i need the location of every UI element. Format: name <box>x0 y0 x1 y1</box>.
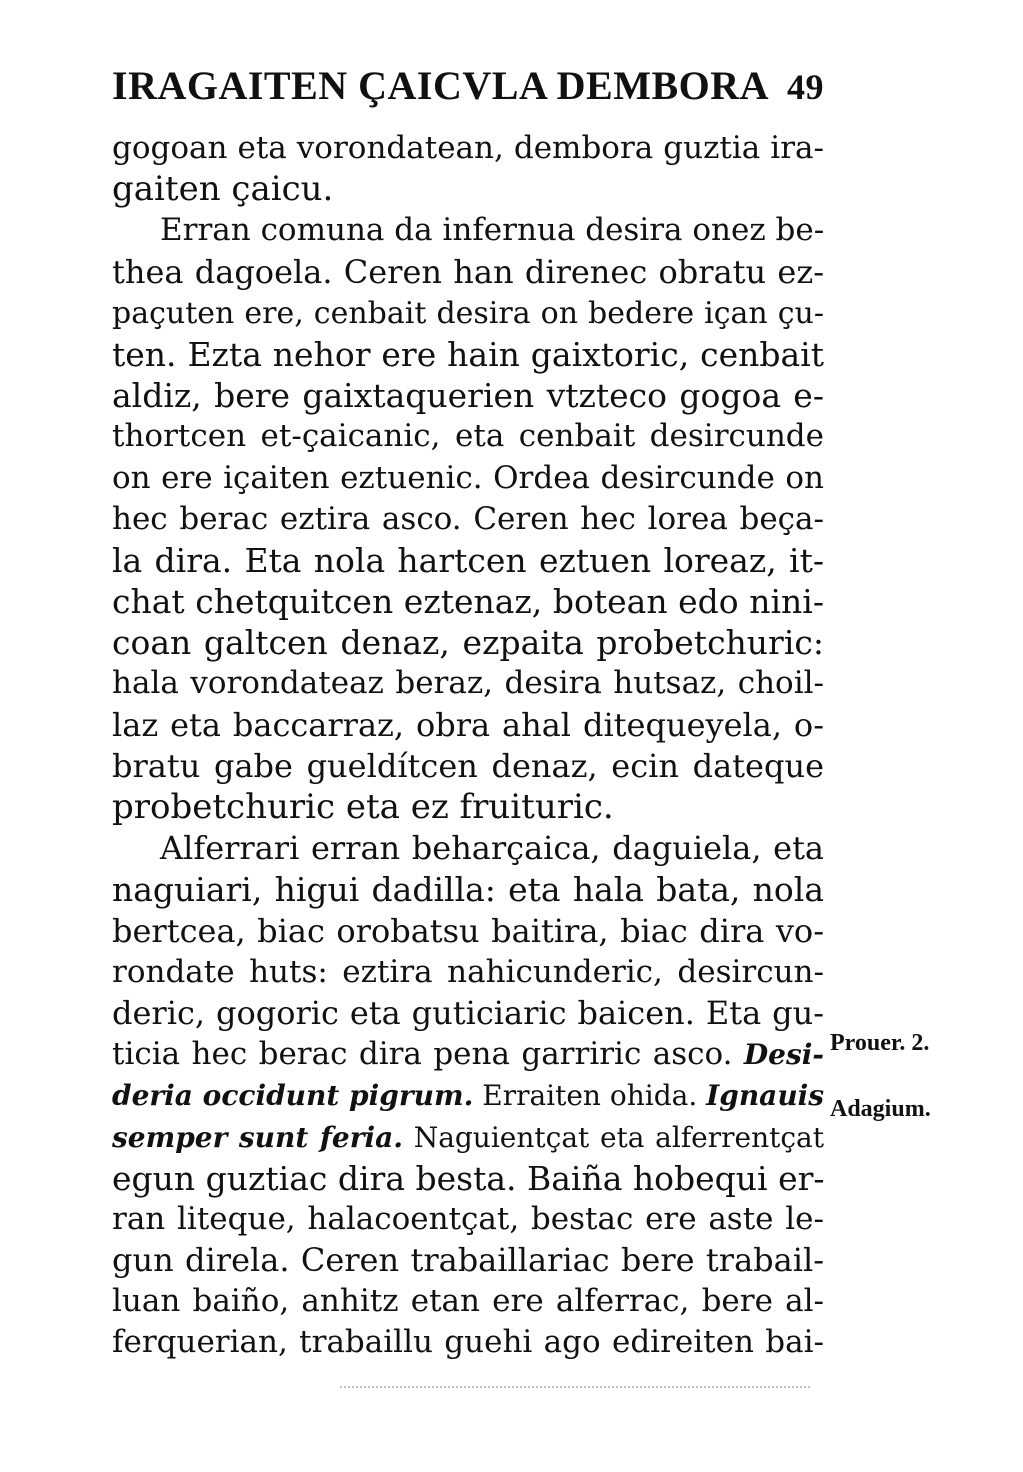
page-number: 49 <box>787 67 824 107</box>
text-line: Alferrari erran beharçaica, daguiela, eta <box>160 829 824 868</box>
text-line-with-latin <box>112 1117 824 1158</box>
running-head <box>112 62 824 118</box>
text-line: gun direla. Ceren trabaillariac bere trabail- <box>112 1241 824 1280</box>
text-line: hala vorondateaz beraz, desira hutsaz, choil- <box>112 665 824 702</box>
margin-note: Adagium. <box>830 1096 931 1122</box>
text-line: thea dagoela. Ceren han direnec obratu ez- <box>112 252 824 291</box>
latin-quote: deria occidunt pigrum. <box>112 1079 474 1113</box>
text-line: ten. Ezta nehor ere hain gaixtoric, cenbait <box>112 334 824 374</box>
text-line: rondate huts: eztira nahicunderic, desircun- <box>112 953 824 990</box>
text-line-with-latin <box>112 1034 824 1075</box>
text-line: aldiz, bere gaixtaquerien vtzteco gogoa e- <box>112 376 824 416</box>
body-text <box>112 128 824 1364</box>
text-line: chat chetquitcen eztenaz, botean edo nini- <box>112 582 824 622</box>
text-line: egun guztiac dira besta. Baiña hobequi er- <box>112 1158 825 1198</box>
text-line: luan baiño, anhitz etan ere alferrac, bere al- <box>112 1283 824 1320</box>
text-line: gaiten çaicu. <box>112 169 334 210</box>
margin-note: Prouer. 2. <box>830 1030 930 1056</box>
text-line: bratu gabe gueldítcen denaz, ecin dateque <box>112 746 824 785</box>
text-segment: Erraiten ohida. <box>482 1079 698 1113</box>
text-line: bertcea, biac orobatsu baitira, biac dira vo- <box>112 911 824 950</box>
text-line: on ere içaiten eztuenic. Ordea desircunde on <box>112 459 824 496</box>
text-line: la dira. Eta nola hartcen eztuen loreaz, it- <box>112 540 824 580</box>
text-line: ran liteque, halacoentçat, bestac ere aste le- <box>112 1200 824 1237</box>
text-line: coan galtcen denaz, ezpaita probetchuric: <box>112 623 824 663</box>
text-line: thortcen et-çaicanic, eta cenbait desircunde <box>112 418 824 455</box>
latin-quote: Ignauis <box>706 1079 825 1113</box>
text-line: deric, gogoric eta guticiaric baicen. Eta gu- <box>112 993 824 1032</box>
latin-quote: Desi- <box>743 1038 824 1072</box>
text-line: Erran comuna da infernua desira onez be- <box>160 212 825 249</box>
text-line: laz eta baccarraz, obra ahal ditequeyela, o- <box>112 705 824 744</box>
text-segment: Naguientçat eta alferrentçat <box>413 1120 825 1154</box>
text-line: probetchuric eta ez fruituric. <box>112 787 614 827</box>
text-segment: ticia hec berac dira pena garriric asco. <box>112 1036 733 1073</box>
text-line: ferquerian, trabaillu guehi ago edireiten bai- <box>112 1324 824 1361</box>
print-smudge <box>340 1378 810 1388</box>
text-line: paçuten ere, cenbait desira on bedere içan çu- <box>112 295 824 331</box>
text-line-with-latin <box>112 1075 824 1116</box>
text-line: gogoan eta vorondatean, dembora guztia ira- <box>112 130 824 166</box>
text-line: naguiari, higui dadilla: eta hala bata, nola <box>112 870 824 910</box>
latin-quote: semper sunt feria. <box>112 1120 403 1154</box>
running-title: IRAGAITEN ÇAICVLA DEMBORA <box>112 63 770 108</box>
text-line: hec berac eztira asco. Ceren hec lorea beça- <box>112 500 824 537</box>
